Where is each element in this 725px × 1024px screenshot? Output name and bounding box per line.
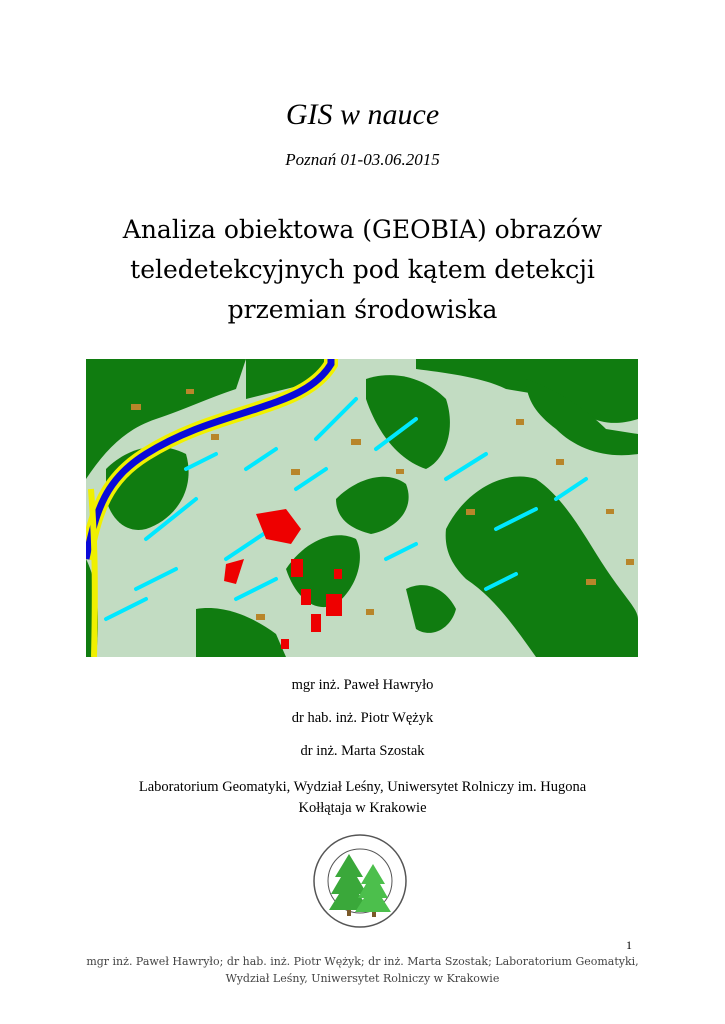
classification-map-image <box>86 359 638 657</box>
page-number: 1 <box>626 938 632 952</box>
conference-title: GIS w nauce <box>285 98 440 131</box>
page-footer <box>0 953 725 987</box>
title-line-2: teledetekcyjnych pod kątem detekcji <box>130 255 595 284</box>
affiliation-line-2: Kołłątaja w Krakowie <box>298 800 427 816</box>
title-line-1: Analiza obiektowa (GEOBIA) obrazów <box>122 215 603 244</box>
faculty-seal-logo <box>311 832 409 930</box>
footer-line-2: Wydział Leśny, Uniwersytet Rolniczy w Krakowie <box>225 972 500 985</box>
author-1: mgr inż. Paweł Hawryło <box>291 677 434 693</box>
title-line-3: przemian środowiska <box>227 295 498 324</box>
affiliation-line-1: Laboratorium Geomatyki, Wydział Leśny, Uniwersytet Rolniczy im. Hugona <box>138 779 587 795</box>
affiliation <box>0 777 725 819</box>
conference-place-date: Poznań 01-03.06.2015 <box>285 150 440 169</box>
author-3: dr inż. Marta Szostak <box>300 743 425 759</box>
document-title <box>0 210 725 330</box>
author-2: dr hab. inż. Piotr Wężyk <box>291 710 434 726</box>
footer-line-1: mgr inż. Paweł Hawryło; dr hab. inż. Piotr Wężyk; dr inż. Marta Szostak; Laboratorium Geomatyki, <box>86 955 639 968</box>
